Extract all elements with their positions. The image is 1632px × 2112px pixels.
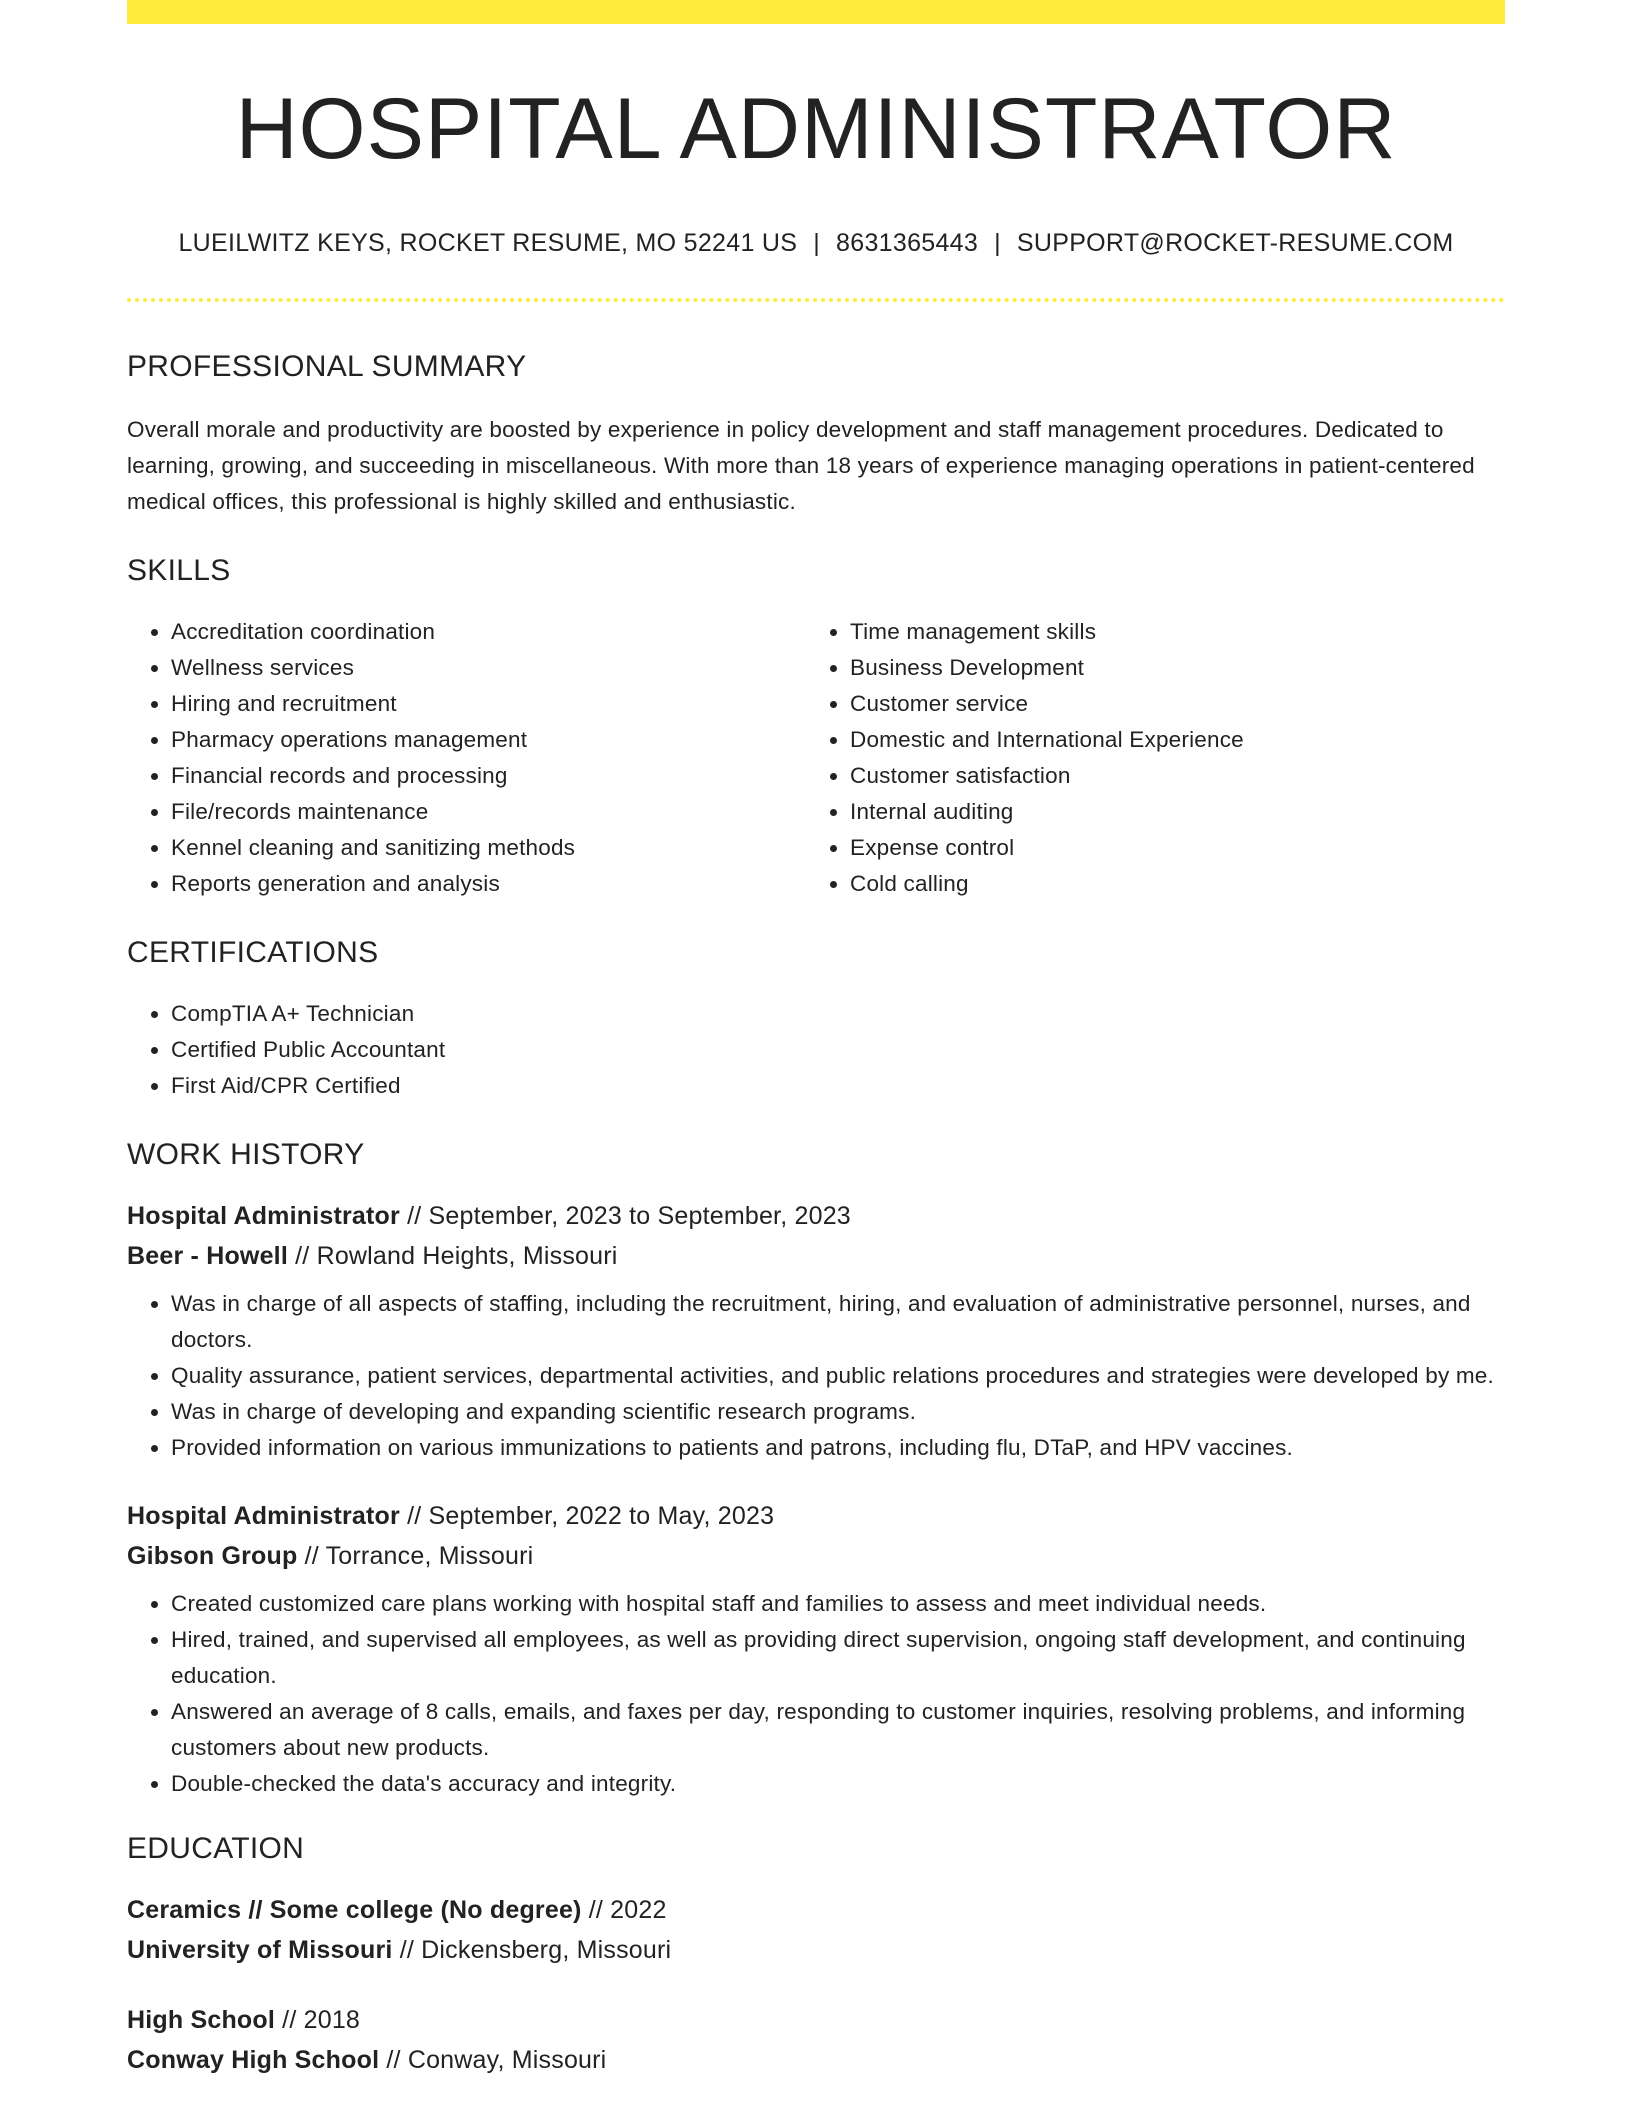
accent-top-bar bbox=[127, 0, 1505, 24]
education-year: // 2018 bbox=[275, 2005, 361, 2034]
skill-item: • Financial records and processing bbox=[171, 758, 806, 794]
skills-heading: SKILLS bbox=[127, 553, 231, 587]
certification-item: • First Aid/CPR Certified bbox=[171, 1068, 1505, 1104]
job-title-line bbox=[127, 1196, 1505, 1236]
job-role: Hospital Administrator bbox=[127, 1201, 400, 1230]
job-bullet: • Created customized care plans working with hospital staff and families to assess and meet individual needs. bbox=[171, 1586, 1505, 1622]
job-location: // Rowland Heights, Missouri bbox=[287, 1241, 618, 1270]
contact-separator: | bbox=[994, 228, 1001, 257]
education-school-line bbox=[127, 2040, 1505, 2080]
education-location: // Conway, Missouri bbox=[379, 2045, 607, 2074]
job-bullet: • Quality assurance, patient services, departmental activities, and public relations procedures and strategies were developed by me. bbox=[171, 1358, 1505, 1394]
certification-item: • Certified Public Accountant bbox=[171, 1032, 1505, 1068]
skill-item: • Kennel cleaning and sanitizing methods bbox=[171, 830, 806, 866]
education-location: // Dickensberg, Missouri bbox=[392, 1935, 672, 1964]
education-school: Conway High School bbox=[127, 2045, 380, 2074]
job-bullet: • Was in charge of all aspects of staffing, including the recruitment, hiring, and evaluation of administrative personnel, nurses, and doctors. bbox=[171, 1286, 1505, 1358]
job-dates: // September, 2022 to May, 2023 bbox=[399, 1501, 775, 1530]
skills-right-list bbox=[806, 614, 1485, 902]
job-company: Gibson Group bbox=[127, 1541, 298, 1570]
skills-grid bbox=[127, 614, 1505, 902]
job-title-line bbox=[127, 1496, 1505, 1536]
job-bullet: • Double-checked the data's accuracy and integrity. bbox=[171, 1766, 1505, 1802]
education-school: University of Missouri bbox=[127, 1935, 393, 1964]
job-bullet-list bbox=[127, 1286, 1505, 1466]
job-location: // Torrance, Missouri bbox=[297, 1541, 534, 1570]
resume-page bbox=[127, 0, 1505, 2080]
job-bullet: • Provided information on various immunizations to patients and patrons, including flu, DTaP, and HPV vaccines. bbox=[171, 1430, 1505, 1466]
skill-item: • Business Development bbox=[850, 650, 1485, 686]
contact-line bbox=[127, 229, 1505, 258]
skill-item: • Time management skills bbox=[850, 614, 1485, 650]
education-heading: EDUCATION bbox=[127, 1831, 305, 1865]
job-company-line bbox=[127, 1236, 1505, 1276]
summary-text: Overall morale and productivity are boosted by experience in policy development and staff management procedures. Dedicated to learning, growing, and succeeding in miscellaneous. With more than 18 years of experience managing operations in patient-centered medical offices, this professional is highly skilled and enthusiastic. bbox=[127, 416, 1475, 514]
skill-item: • Internal auditing bbox=[850, 794, 1485, 830]
education-degree-line bbox=[127, 1890, 1505, 1930]
skill-item: • Expense control bbox=[850, 830, 1485, 866]
work-history-heading: WORK HISTORY bbox=[127, 1137, 365, 1171]
education-degree: High School bbox=[127, 2005, 276, 2034]
job-role: Hospital Administrator bbox=[127, 1501, 400, 1530]
contact-separator: | bbox=[813, 228, 821, 257]
job-bullet: • Was in charge of developing and expanding scientific research programs. bbox=[171, 1394, 1505, 1430]
skill-item: • Accreditation coordination bbox=[171, 614, 806, 650]
skills-left-list bbox=[127, 614, 806, 902]
summary-heading: PROFESSIONAL SUMMARY bbox=[127, 349, 527, 383]
education-school-line bbox=[127, 1930, 1505, 1970]
certifications-list bbox=[127, 996, 1505, 1104]
certification-item: • CompTIA A+ Technician bbox=[171, 996, 1505, 1032]
education-degree-line bbox=[127, 2000, 1505, 2040]
job-bullet: • Hired, trained, and supervised all employees, as well as providing direct supervision, ongoing staff development, and continuing education. bbox=[171, 1622, 1505, 1694]
job-bullet-list bbox=[127, 1586, 1505, 1802]
job-dates: // September, 2023 to September, 2023 bbox=[399, 1201, 851, 1230]
skill-item: • Customer satisfaction bbox=[850, 758, 1485, 794]
education-year: // 2022 bbox=[581, 1895, 667, 1924]
job-company: Beer - Howell bbox=[127, 1241, 288, 1270]
contact-phone: 8631365443 bbox=[836, 228, 979, 257]
skill-item: • Domestic and International Experience bbox=[850, 722, 1485, 758]
skill-item: • Customer service bbox=[850, 686, 1485, 722]
skill-item: • Pharmacy operations management bbox=[171, 722, 806, 758]
contact-email: SUPPORT@ROCKET-RESUME.COM bbox=[1016, 228, 1454, 257]
certifications-heading: CERTIFICATIONS bbox=[127, 935, 379, 969]
dotted-divider bbox=[127, 298, 1505, 302]
job-company-line bbox=[127, 1536, 1505, 1576]
contact-address: LUEILWITZ KEYS, ROCKET RESUME, MO 52241 US bbox=[178, 228, 798, 257]
education-degree: Ceramics // Some college (No degree) bbox=[127, 1895, 582, 1924]
job-bullet: • Answered an average of 8 calls, emails, and faxes per day, responding to customer inquiries, resolving problems, and informing customers about new products. bbox=[171, 1694, 1505, 1766]
skill-item: • Hiring and recruitment bbox=[171, 686, 806, 722]
skill-item: • Cold calling bbox=[850, 866, 1485, 902]
skill-item: • File/records maintenance bbox=[171, 794, 806, 830]
skill-item: • Wellness services bbox=[171, 650, 806, 686]
resume-name-title: HOSPITAL ADMINISTRATOR bbox=[235, 81, 1397, 177]
skill-item: • Reports generation and analysis bbox=[171, 866, 806, 902]
